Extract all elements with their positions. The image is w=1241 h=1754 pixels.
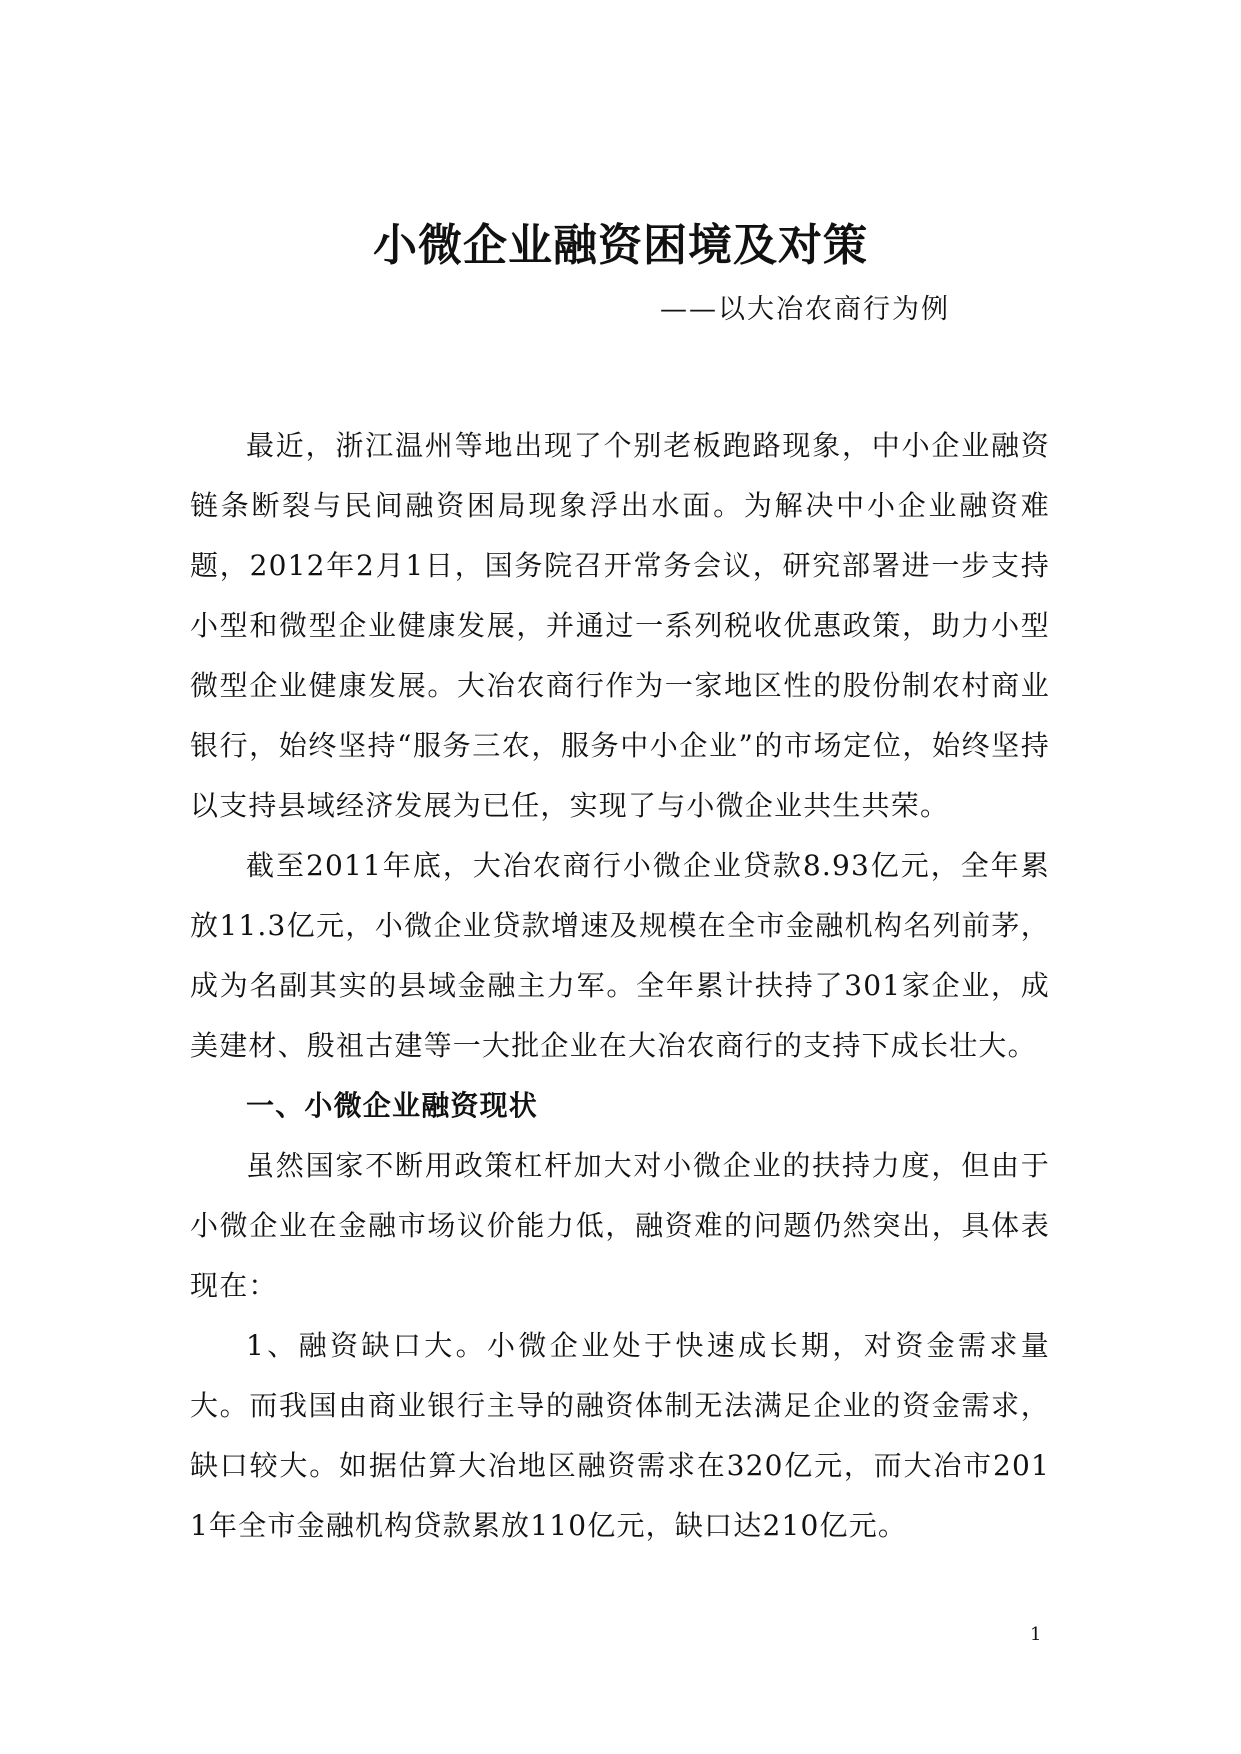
body-paragraph: 最近，浙江温州等地出现了个别老板跑路现象，中小企业融资链条断裂与民间融资困局现象浮出水面。为解决中小企业融资难题，2012年2月1日，国务院召开常务会议，研究部署进一步支持小型和微型企业健康发展，并通过一系列税收优惠政策，助力小型微型企业健康发展。大冶农商行作为一家地区性的股份制农村商业银行，始终坚持“服务三农，服务中小企业”的市场定位，始终坚持以支持县域经济发展为已任，实现了与小微企业共生共荣。 bbox=[190, 429, 1050, 822]
section-heading: 一、小微企业融资现状 bbox=[246, 1089, 539, 1122]
page-number: 1 bbox=[1030, 1624, 1042, 1645]
body-paragraph: 1、融资缺口大。小微企业处于快速成长期，对资金需求量大。而我国由商业银行主导的融资体制无法满足企业的资金需求，缺口较大。如据估算大冶地区融资需求在320亿元，而大冶市2011年全市金融机构贷款累放110亿元，缺口达210亿元。 bbox=[190, 1329, 1050, 1542]
body-paragraph: 虽然国家不断用政策杠杆加大对小微企业的扶持力度，但由于小微企业在金融市场议价能力低，融资难的问题仍然突出，具体表现在： bbox=[190, 1149, 1050, 1302]
document-subtitle: ——以大冶农商行为例 bbox=[660, 294, 950, 325]
document-title: 小微企业融资困境及对策 bbox=[373, 220, 868, 271]
document-body bbox=[190, 416, 1050, 1556]
body-paragraph: 截至2011年底，大冶农商行小微企业贷款8.93亿元，全年累放11.3亿元，小微企业贷款增速及规模在全市金融机构名列前茅，成为名副其实的县域金融主力军。全年累计扶持了301家企业，成美建材、殷祖古建等一大批企业在大冶农商行的支持下成长壮大。 bbox=[190, 849, 1050, 1062]
